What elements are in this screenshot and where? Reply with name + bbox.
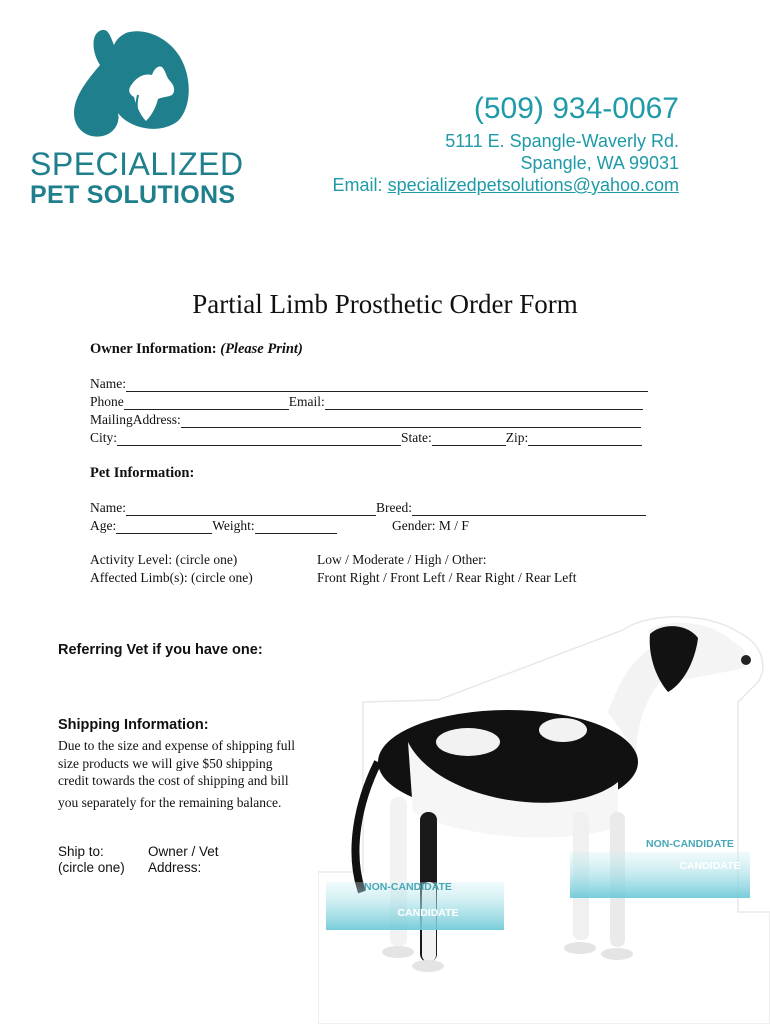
email-label: Email: <box>332 175 388 195</box>
owner-zip-label: Zip: <box>505 430 529 445</box>
pet-gender[interactable]: Gender: M / F <box>392 518 469 533</box>
owner-zip-field[interactable] <box>528 433 642 446</box>
dog-candidacy-diagram <box>318 612 770 1024</box>
referring-vet-heading: Referring Vet if you have one: <box>58 642 263 658</box>
owner-name-field[interactable] <box>126 379 648 392</box>
pet-age-row <box>90 517 337 534</box>
contact-email-line <box>333 175 679 196</box>
pet-age-label: Age: <box>90 518 117 533</box>
owner-city-label: City: <box>90 430 118 445</box>
rear-candidate-label: CANDIDATE <box>397 907 459 919</box>
owner-phone-field[interactable] <box>124 397 289 410</box>
contact-address-line1: 5111 E. Spangle-Waverly Rd. <box>445 131 679 151</box>
owner-info-heading <box>90 341 303 358</box>
shipping-note <box>58 737 295 811</box>
owner-heading-text: Owner Information: <box>90 341 221 357</box>
owner-mailing-label: MailingAddress: <box>90 412 181 427</box>
owner-city-field[interactable] <box>117 433 401 446</box>
front-non-candidate-label: NON-CANDIDATE <box>646 838 734 850</box>
owner-mailing-row <box>90 411 641 428</box>
front-candidacy-band <box>570 852 750 898</box>
ship-to-options-line1[interactable]: Owner / Vet <box>148 844 219 859</box>
brand-name-line1: SPECIALIZED <box>30 146 244 182</box>
contact-phone[interactable]: (509) 934-0067 <box>473 92 679 125</box>
shipping-note-line: you separately for the remaining balance. <box>58 794 282 810</box>
pet-breed-field[interactable] <box>412 503 646 516</box>
owner-city-row <box>90 429 642 446</box>
activity-level-label: Activity Level: (circle one) <box>90 552 238 567</box>
ship-to-line1: Ship to: <box>58 844 104 859</box>
pet-age-field[interactable] <box>116 521 212 534</box>
shipping-note-line: Due to the size and expense of shipping full <box>58 738 295 753</box>
pet-name-field[interactable] <box>126 503 376 516</box>
brand-name-line2: PET SOLUTIONS <box>30 181 236 209</box>
ship-to-options[interactable] <box>148 844 219 876</box>
affected-limb-label: Affected Limb(s): (circle one) <box>90 570 253 585</box>
pet-name-label: Name: <box>90 500 126 515</box>
front-candidate-label: CANDIDATE <box>679 860 741 872</box>
pet-weight-label: Weight: <box>212 518 255 533</box>
owner-email-label: Email: <box>288 394 325 409</box>
shipping-note-line: credit towards the cost of shipping and bill <box>58 773 289 788</box>
pet-breed-label: Breed: <box>376 500 412 515</box>
shipping-note-line: size products we will give $50 shipping <box>58 755 273 771</box>
owner-state-field[interactable] <box>432 433 506 446</box>
shipping-heading: Shipping Information: <box>58 717 209 733</box>
email-link[interactable]: specializedpetsolutions@yahoo.com <box>387 175 679 195</box>
owner-state-label: State: <box>401 430 432 445</box>
logo-icon <box>70 25 190 143</box>
ship-to-label <box>58 844 125 876</box>
pet-info-heading: Pet Information: <box>90 465 195 481</box>
owner-heading-note: (Please Print) <box>220 341 303 357</box>
owner-mailing-field[interactable] <box>181 415 641 428</box>
owner-name-row <box>90 375 648 392</box>
owner-phone-label: Phone <box>90 394 124 409</box>
pet-name-row <box>90 499 646 516</box>
owner-name-label: Name: <box>90 376 126 391</box>
owner-email-field[interactable] <box>325 397 643 410</box>
activity-level-options[interactable]: Low / Moderate / High / Other: <box>317 552 487 567</box>
pet-weight-field[interactable] <box>255 521 337 534</box>
rear-non-candidate-label: NON-CANDIDATE <box>364 881 452 893</box>
ship-to-line2: (circle one) <box>58 860 125 875</box>
affected-limb-options[interactable]: Front Right / Front Left / Rear Right / Rear Left <box>317 570 577 585</box>
form-title: Partial Limb Prosthetic Order Form <box>192 289 578 319</box>
contact-address-line2: Spangle, WA 99031 <box>520 153 679 173</box>
owner-phone-row <box>90 393 643 410</box>
ship-to-options-line2: Address: <box>148 860 202 875</box>
